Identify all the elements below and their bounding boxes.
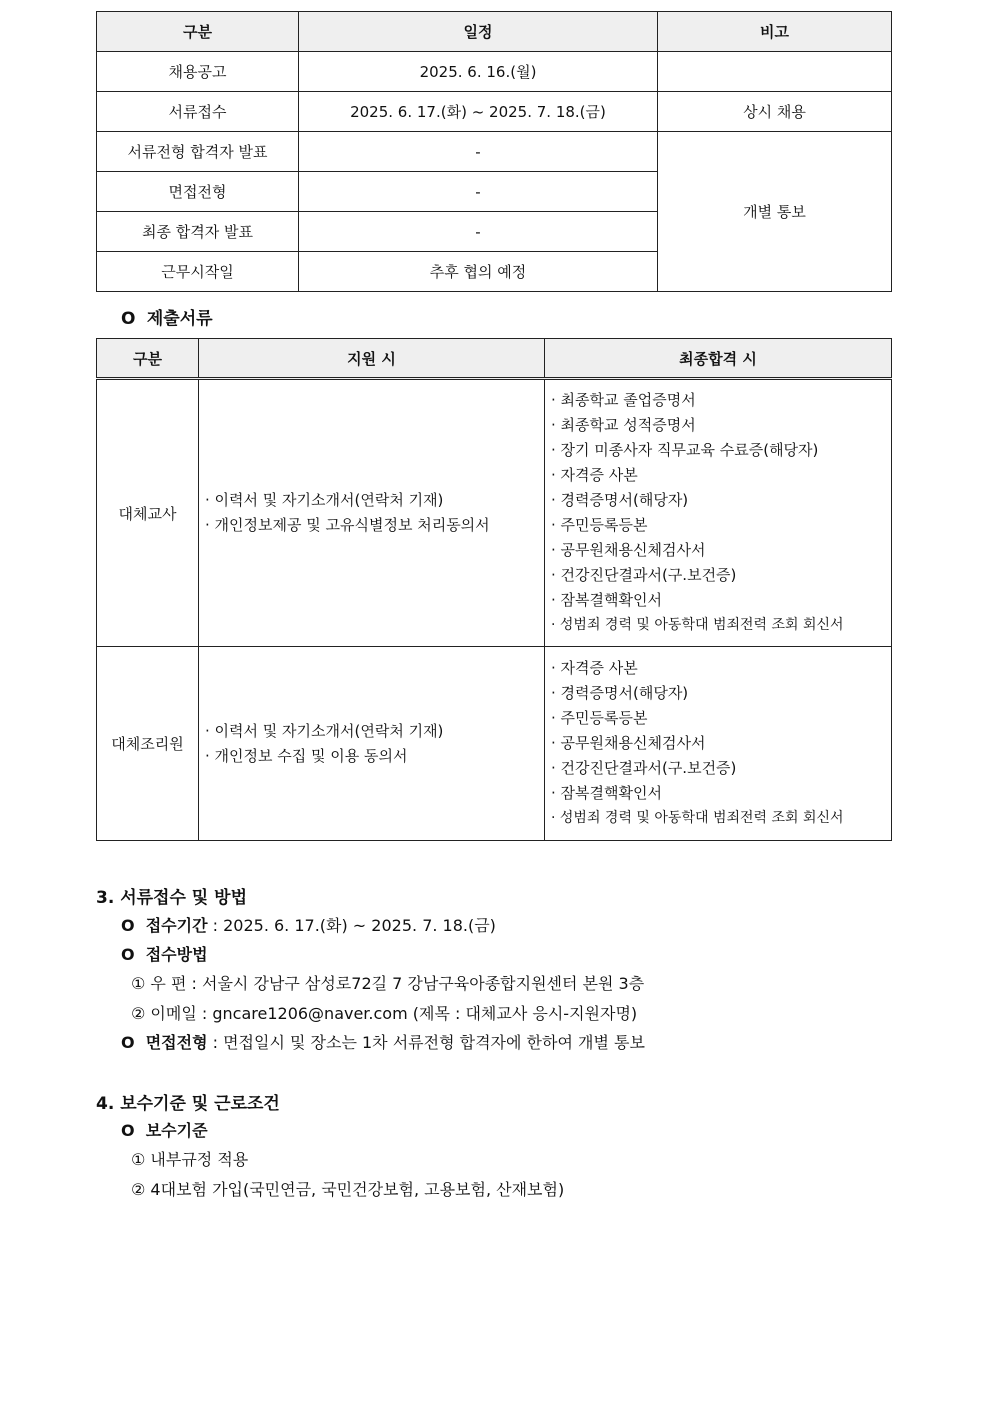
list-item: · 개인정보제공 및 고유식별정보 처리동의서	[205, 516, 490, 534]
list-item: · 건강진단결과서(구.보건증)	[551, 566, 737, 584]
bullet-marker: O	[121, 1121, 135, 1140]
section-3-title: 3. 서류접수 및 방법	[96, 888, 247, 908]
list-item: · 경력증명서(해당자)	[551, 491, 689, 509]
table-row	[97, 52, 892, 92]
pay-item-1: ① 내부규정 적용	[131, 1150, 249, 1169]
row-label: 면접전형	[97, 172, 299, 212]
row-date: 추후 협의 예정	[299, 252, 658, 292]
row-date: -	[299, 212, 658, 252]
list-item: · 장기 미종사자 직무교육 수료증(해당자)	[551, 441, 819, 459]
header-category: 구분	[97, 339, 199, 379]
header-apply: 지원 시	[199, 339, 545, 379]
heading-marker: O	[121, 309, 136, 329]
period-label: 접수기간	[145, 916, 208, 935]
list-item: · 최종학교 졸업증명서	[551, 391, 696, 409]
row-note	[658, 52, 892, 92]
row-date: -	[299, 172, 658, 212]
row-note: 상시 채용	[658, 92, 892, 132]
row-label: 채용공고	[97, 52, 299, 92]
list-item: · 공무원채용신체검사서	[551, 734, 706, 752]
list-item: · 잠복결핵확인서	[551, 591, 662, 609]
schedule-table	[96, 11, 892, 292]
row-label: 근무시작일	[97, 252, 299, 292]
list-item: · 이력서 및 자기소개서(연락처 기재)	[205, 721, 444, 740]
list-item: · 경력증명서(해당자)	[551, 684, 689, 702]
interview-line	[121, 1030, 645, 1053]
header-schedule: 일정	[299, 12, 658, 52]
list-item: · 주민등록등본	[551, 516, 648, 534]
table-row	[97, 379, 892, 647]
table-row	[97, 132, 892, 172]
bullet-marker: O	[121, 1033, 135, 1052]
row-date: -	[299, 132, 658, 172]
section-4-title: 4. 보수기준 및 근로조건	[96, 1094, 280, 1114]
interview-value: : 면접일시 및 장소는 1차 서류전형 합격자에 한하여 개별 통보	[207, 1033, 645, 1052]
docs-heading	[121, 304, 213, 329]
header-category: 구분	[97, 12, 299, 52]
apply-docs	[199, 379, 545, 647]
documents-table	[96, 338, 892, 841]
list-item: · 공무원채용신체검사서	[551, 541, 706, 559]
method-label: 접수방법	[145, 945, 208, 964]
list-item: · 자격증 사본	[551, 659, 638, 677]
list-item: · 잠복결핵확인서	[551, 784, 662, 802]
email-method: ② 이메일 : gncare1206@naver.com (제목 : 대체교사 응시-지원자명)	[131, 1004, 638, 1023]
final-docs	[545, 647, 892, 841]
row-date: 2025. 6. 16.(월)	[299, 52, 658, 92]
doc-category: 대체교사	[97, 379, 199, 647]
header-final: 최종합격 시	[545, 339, 892, 379]
row-label: 최종 합격자 발표	[97, 212, 299, 252]
final-docs	[545, 379, 892, 647]
pay-item-2: ② 4대보험 가입(국민연금, 국민건강보험, 고용보험, 산재보험)	[131, 1180, 565, 1199]
list-item: · 최종학교 성적증명서	[551, 416, 696, 434]
list-item: · 건강진단결과서(구.보건증)	[551, 759, 737, 777]
pay-label: 보수기준	[145, 1121, 208, 1140]
list-item: · 주민등록등본	[551, 709, 648, 727]
interview-label: 면접전형	[145, 1033, 208, 1052]
list-item: · 자격증 사본	[551, 466, 638, 484]
table-row	[97, 647, 892, 841]
pay-line	[121, 1118, 208, 1141]
bullet-marker: O	[121, 916, 135, 935]
header-note: 비고	[658, 12, 892, 52]
table-row	[97, 92, 892, 132]
row-label: 서류접수	[97, 92, 299, 132]
doc-category: 대체조리원	[97, 647, 199, 841]
bullet-marker: O	[121, 945, 135, 964]
row-note-group: 개별 통보	[658, 132, 892, 292]
mail-method: ① 우 편 : 서울시 강남구 삼성로72길 7 강남구육아종합지원센터 본원 3층	[131, 974, 645, 993]
row-date: 2025. 6. 17.(화) ~ 2025. 7. 18.(금)	[299, 92, 658, 132]
row-label: 서류전형 합격자 발표	[97, 132, 299, 172]
period-line	[121, 913, 496, 936]
list-item: · 이력서 및 자기소개서(연락처 기재)	[205, 491, 444, 509]
period-value: : 2025. 6. 17.(화) ~ 2025. 7. 18.(금)	[207, 916, 496, 935]
method-line	[121, 942, 208, 965]
list-item: · 개인정보 수집 및 이용 동의서	[205, 746, 408, 765]
list-item: · 성범죄 경력 및 아동학대 범죄전력 조회 회신서	[551, 617, 844, 633]
list-item: · 성범죄 경력 및 아동학대 범죄전력 조회 회신서	[551, 810, 844, 826]
docs-heading-text: 제출서류	[146, 309, 213, 329]
apply-docs	[199, 647, 545, 841]
